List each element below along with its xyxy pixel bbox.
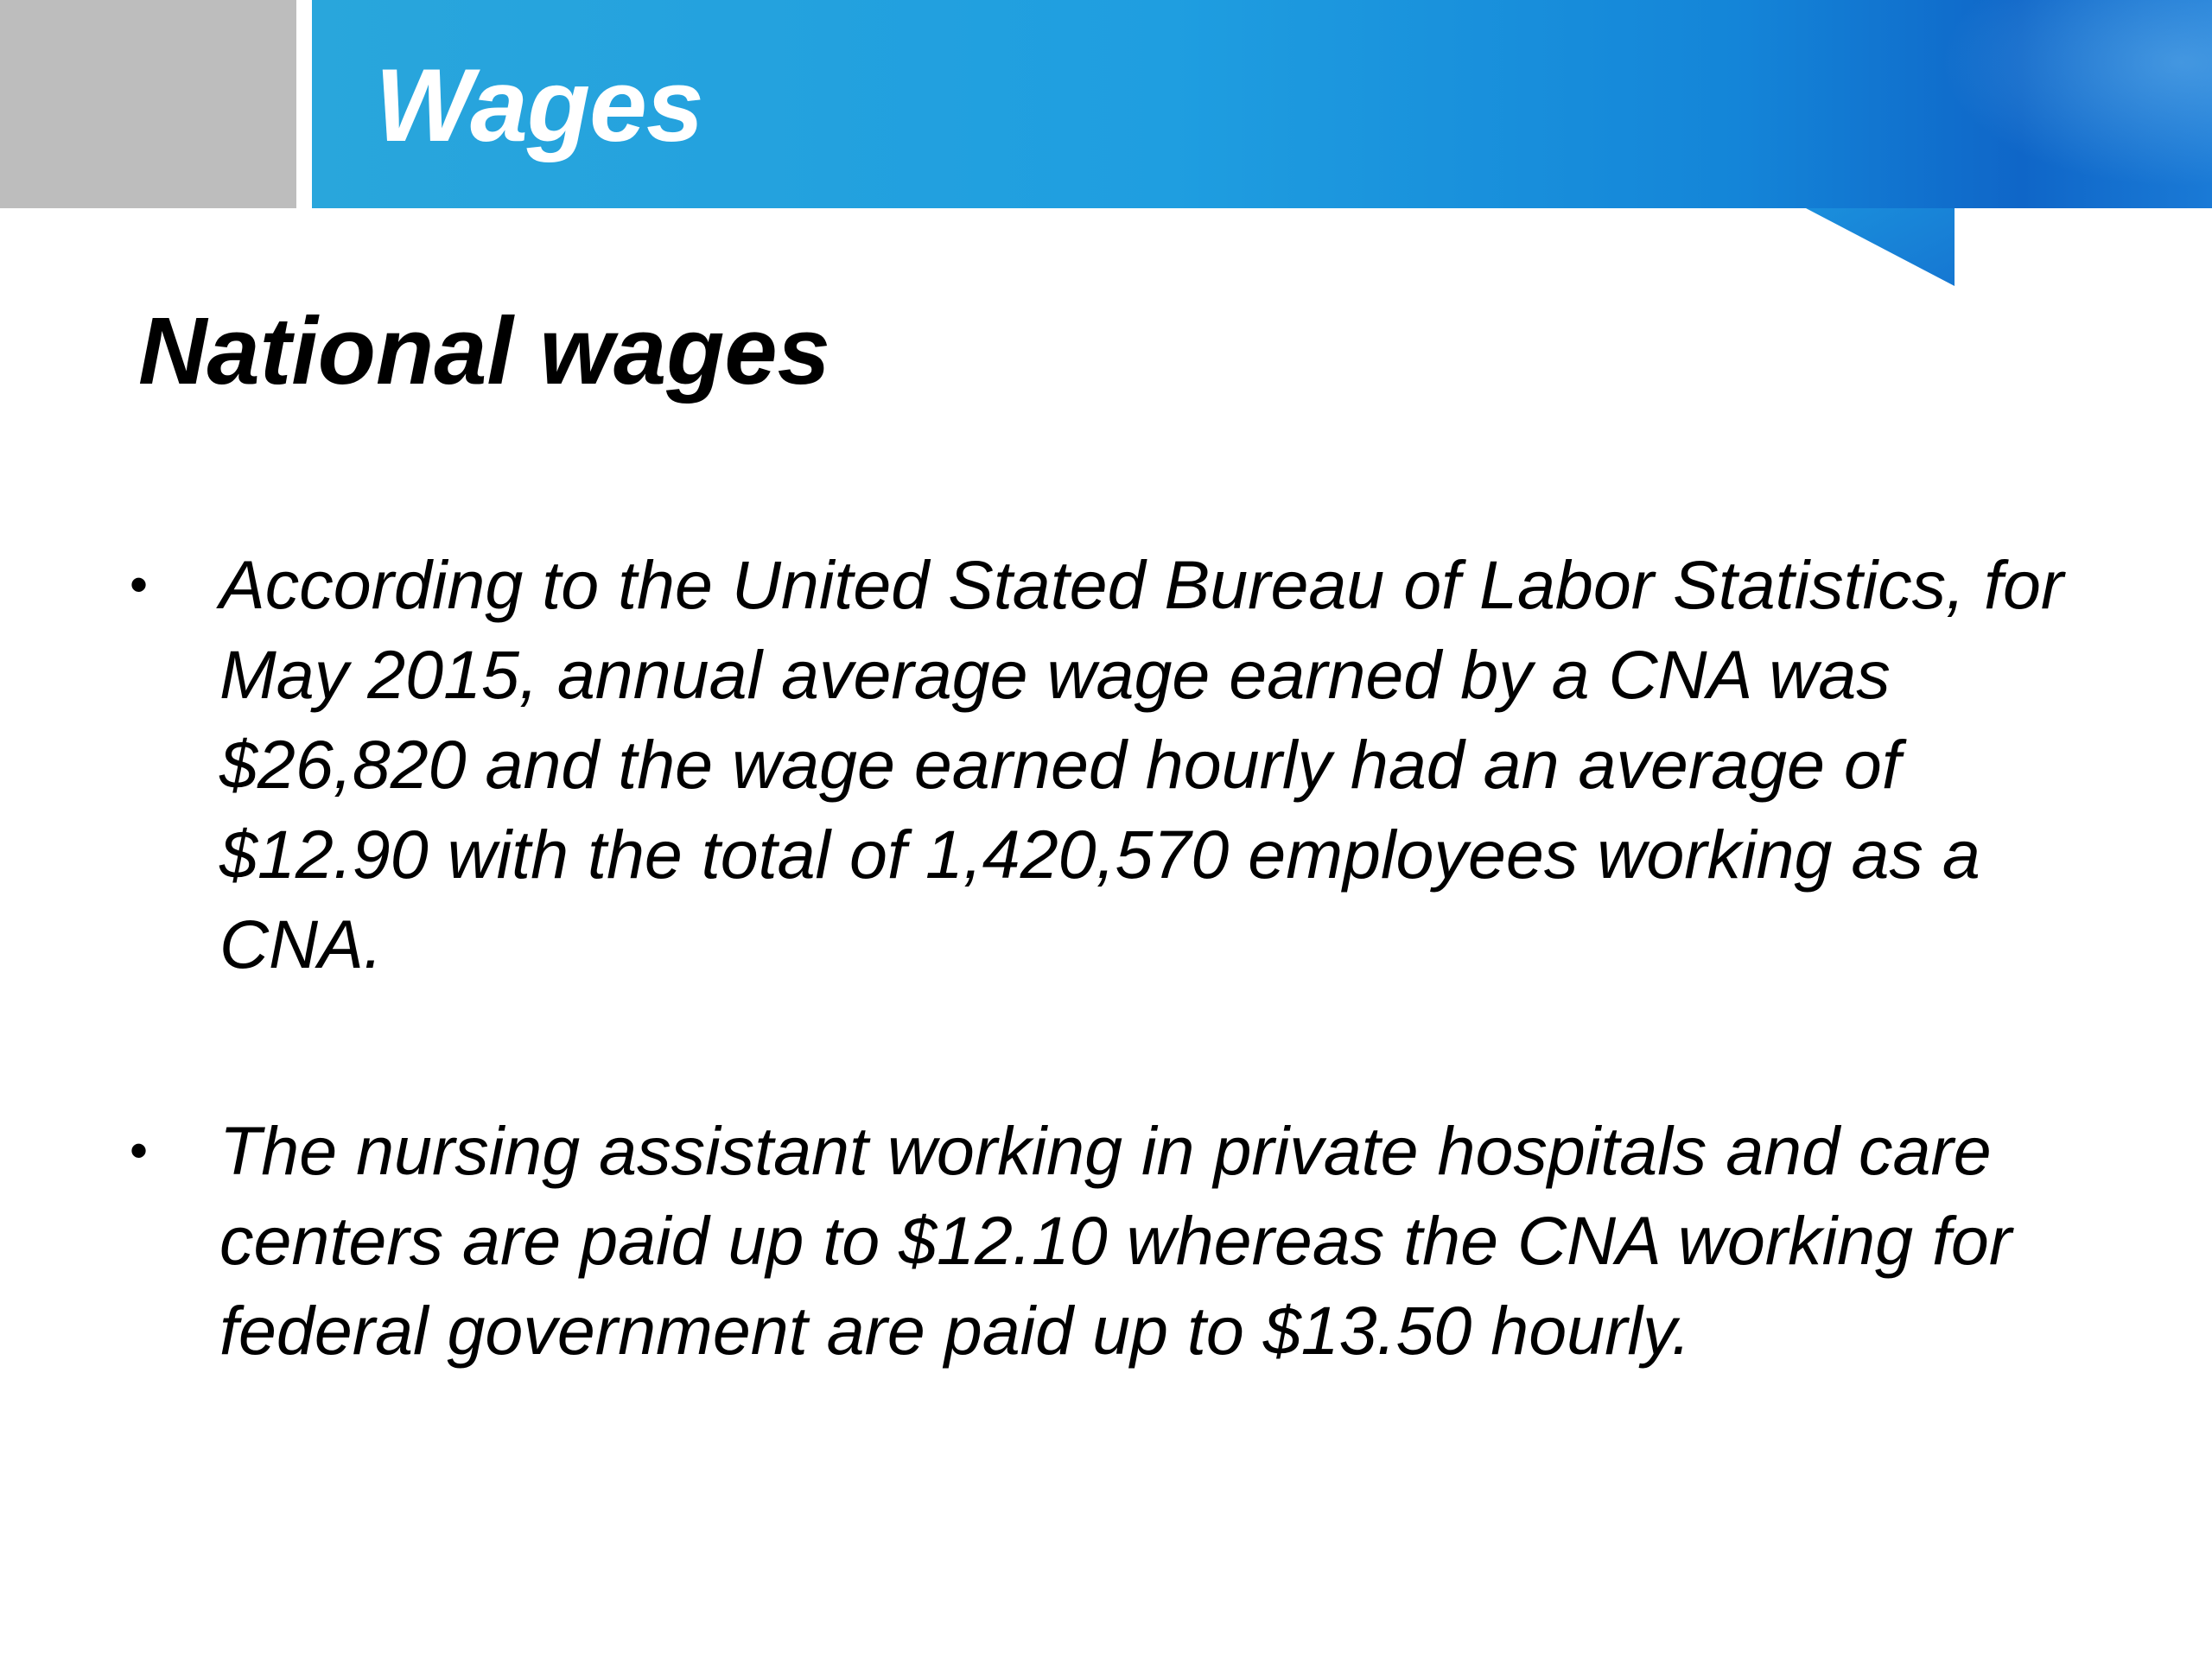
slide-title: Wages [375,48,703,163]
bullet-icon: • [130,1122,149,1179]
bullet-icon: • [130,556,149,613]
bullet-text: The nursing assistant working in private hospitals and care centers are paid up to $12.10 whereas the CNA working for federal government are paid up to $13.50 hourly. [219,1112,2012,1369]
bullet-text: According to the United Stated Bureau of Labor Statistics, for May 2015, annual average wage earned by a CNA was $26,820 and the wage earned hourly had an average of $12.90 with the total of 1,420,570 employees working as a CNA. [219,546,2064,982]
bullet-list [130,540,2117,1376]
header-gray-block [0,0,296,208]
section-heading: National wages [138,298,830,404]
list-item [130,540,2117,989]
list-item [130,1106,2117,1376]
